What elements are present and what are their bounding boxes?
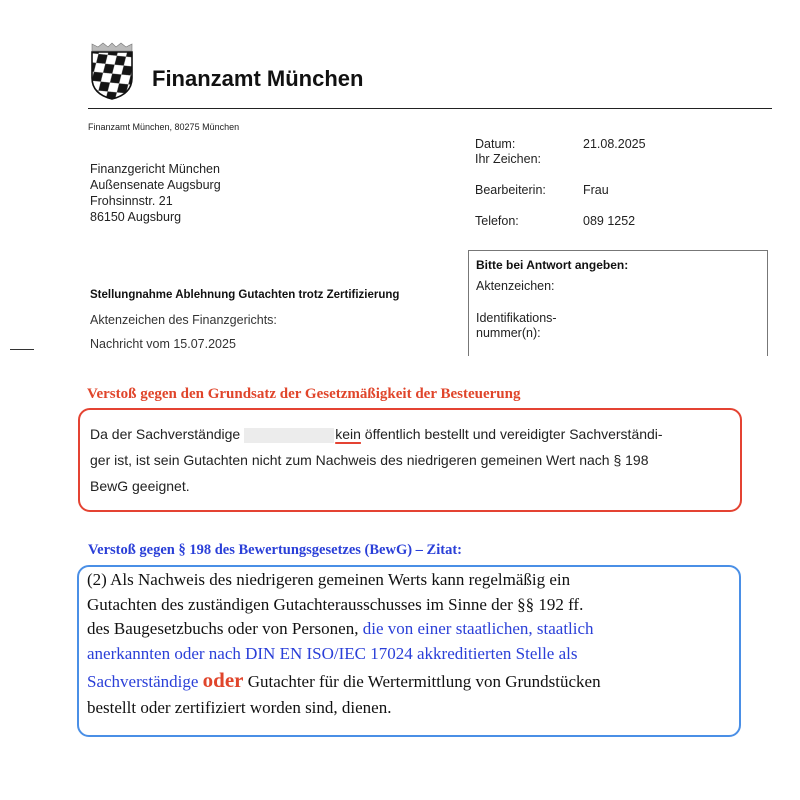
message-date-line: Nachricht vom 15.07.2025 — [90, 337, 236, 351]
telefon-label: Telefon: — [475, 214, 519, 228]
quote-line-3: des Baugesetzbuchs oder von Personen, die von einer staatlichen, staatlich — [87, 619, 594, 638]
court-reference-line: Aktenzeichen des Finanzgerichts: — [90, 313, 277, 327]
quote-line-1: (2) Als Nachweis des niedrigeren gemeinen Werts kann regelmäßig ein — [87, 570, 571, 589]
letter-subject: Stellungnahme Ablehnung Gutachten trotz Zertifizierung — [90, 289, 400, 301]
quote-line-2: Gutachten des zuständigen Gutachterausschusses im Sinne der §§ 192 ff. — [87, 594, 584, 614]
header-divider — [88, 108, 772, 109]
quote-line-5: Sachverständige oder Gutachter für die Wertermittlung von Grundstücken — [87, 668, 601, 692]
underlined-kein: kein — [335, 426, 361, 442]
ihr-zeichen-label: Ihr Zeichen: — [475, 152, 542, 166]
red-text-line-1: Da der Sachverständige kein öffentlich bestellt und vereidigter Sachverständi- — [90, 426, 663, 442]
bearbeiterin-value: Frau — [583, 183, 609, 197]
quote-line-6: bestellt oder zertifiziert worden sind, dienen. — [87, 698, 392, 717]
recipient-line: 86150 Augsburg — [90, 210, 182, 224]
bearbeiterin-label: Bearbeiterin: — [475, 183, 546, 197]
quote-line-4: anerkannten oder nach DIN EN ISO/IEC 17024 akkreditierten Stelle als — [87, 643, 578, 663]
telefon-value: 089 1252 — [583, 214, 636, 228]
datum-value: 21.08.2025 — [583, 137, 646, 151]
red-section-text — [90, 421, 742, 499]
emphasized-oder: oder — [202, 668, 244, 692]
identifikationsnummer-label-2: nummer(n): — [476, 326, 541, 340]
red-text-line-3: BewG geeignet. — [90, 478, 190, 494]
identifikationsnummer-label-1: Identifikations- — [476, 311, 557, 325]
bewg-quote-text — [87, 568, 601, 721]
red-section-heading: Verstoß gegen den Grundsatz der Gesetzmäßigkeit der Besteuerung — [87, 386, 521, 402]
blue-section-heading: Verstoß gegen § 198 des Bewertungsgesetzes (BewG) – Zitat: — [88, 542, 462, 558]
office-name: Finanzamt München — [152, 66, 364, 91]
highlighted-phrase: die von einer staatlichen, staatlich — [362, 619, 594, 638]
recipient-line: Frohsinnstr. 21 — [90, 194, 173, 208]
fold-mark — [10, 349, 34, 350]
datum-label: Datum: — [475, 137, 516, 151]
recipient-line: Finanzgericht München — [90, 162, 220, 176]
recipient-address — [90, 161, 221, 225]
red-text-line-2: ger ist, ist sein Gutachten nicht zum Nachweis des niedrigeren gemeinen Wert nach § 198 — [90, 452, 649, 468]
reply-box-title: Bitte bei Antwort angeben: — [476, 258, 629, 272]
redacted-name — [244, 428, 334, 443]
aktenzeichen-label: Aktenzeichen: — [476, 279, 555, 293]
bavarian-lozenge-crest-icon — [88, 42, 136, 100]
recipient-line: Außensenate Augsburg — [90, 178, 221, 192]
sender-address-line: Finanzamt München, 80275 München — [88, 122, 240, 132]
